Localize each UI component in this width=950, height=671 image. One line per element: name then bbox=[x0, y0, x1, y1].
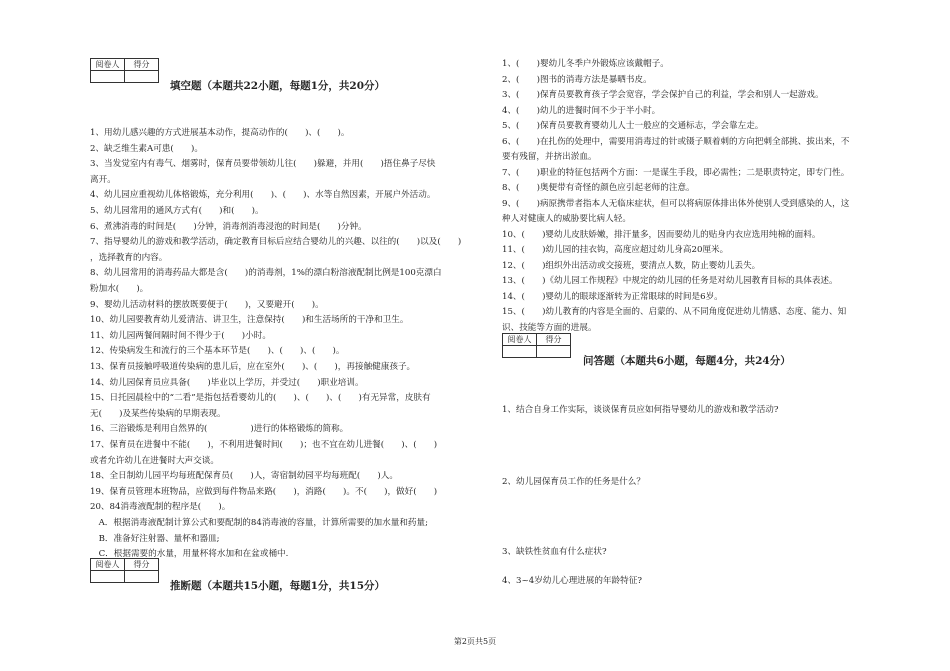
question-line: 17、保育员在进餐中不能( )，不利用进餐时间( )；也不宜在幼儿进餐( )、( ) bbox=[90, 440, 438, 450]
question-line: 7、指导婴幼儿的游戏和教学活动，确定教育目标后应结合婴幼儿的兴趣、以往的( )以及( ) bbox=[90, 237, 462, 248]
page-footer: 第2页共5页 bbox=[453, 637, 497, 646]
question-line: 15、( )幼儿教育的内容是全面的、启蒙的、从不同角度促进幼儿情感、态度、能力、知 bbox=[502, 307, 847, 317]
question-line: 要有残留，并挤出淤血。 bbox=[502, 152, 597, 162]
question-line: 16、三浴锻炼是利用自然界的( )进行的体格锻炼的简称。 bbox=[90, 424, 349, 435]
question-line: 12、( )组织外出活动或交接班，要清点人数，防止婴幼儿丢失。 bbox=[502, 260, 761, 271]
question-line: 13、( )《幼儿园工作规程》中规定的幼儿园的任务是对幼儿园教育目标的具体表述。 bbox=[502, 276, 838, 286]
question-line: 7、( )职业的特征包括两个方面：一是谋生手段，即必需性；二是职责特定，即专门性。 bbox=[502, 167, 850, 178]
question-line: 4、( )幼儿的进餐时间不少于半小时。 bbox=[502, 105, 661, 116]
question-line: 5、( )保育员要教育婴幼儿人士一般应的交通标志，学会靠左走。 bbox=[502, 121, 764, 131]
question-line: 5、幼儿园常用的通风方式有( )和( )。 bbox=[90, 206, 264, 216]
question-line: 20、84消毒液配制的程序是( )。 bbox=[90, 502, 231, 513]
question-line: 3、缺铁性贫血有什么症状? bbox=[502, 547, 607, 557]
score-box-qa bbox=[502, 333, 571, 358]
question-line: 3、( )保育员要教育孩子学会宽容，学会保护自己的利益，学会和别人一起游戏。 bbox=[502, 90, 824, 100]
question-line: 19、保育员管理本班物品，应做到每件物品来路( )，消路( )。不( )，做好( ) bbox=[90, 486, 438, 497]
score-box-reviewer-label: 阅卷人 bbox=[91, 59, 125, 71]
question-line: 种人对健康人的威胁要比病人轻。 bbox=[502, 214, 631, 224]
question-line: A．根据消毒液配制计算公式和要配制的84消毒液的容量，计算所需要的加水量和药量; bbox=[90, 518, 429, 528]
score-box-reviewer-cell[interactable] bbox=[91, 71, 125, 83]
question-line: 11、幼儿园两餐间隔时间不得少于( )小时。 bbox=[90, 330, 271, 341]
question-line: 4、3~4岁幼儿心理进展的年龄特征? bbox=[502, 576, 642, 586]
score-box-reviewer-label: 阅卷人 bbox=[503, 334, 537, 346]
question-line: 13、保育员接触呼吸道传染病的患儿后，应在室外( )、( )，再接触健康孩子。 bbox=[90, 362, 416, 372]
score-box-score-cell[interactable] bbox=[125, 571, 159, 583]
question-line: 10、幼儿园要教育幼儿爱清洁、讲卫生，注意保持( )和生活场所的干净和卫生。 bbox=[90, 315, 409, 326]
question-line: ，选择教育的内容。 bbox=[90, 252, 168, 263]
question-line: 离开。 bbox=[90, 174, 116, 185]
question-line: B．准备好注射器、量杯和器皿; bbox=[90, 533, 220, 544]
score-box-score-cell[interactable] bbox=[125, 71, 159, 83]
question-line: 或者允许幼儿在进餐时大声交谈。 bbox=[90, 455, 219, 466]
question-line: 11、( )幼儿园的挂衣钩，高度应超过幼儿身高20厘米。 bbox=[502, 245, 729, 255]
question-line: 8、幼儿园常用的消毒药品大都是含( )的消毒剂，1%的漂白粉溶液配制比例是100克漂白 bbox=[90, 268, 442, 279]
qa-section-title: 问答题（本题共6小题，每题4分，共24分） bbox=[583, 355, 791, 367]
question-line: 2、缺乏维生素A可患( )。 bbox=[90, 143, 203, 154]
judge-section-title: 推断题（本题共15小题，每题1分，共15分） bbox=[170, 580, 386, 592]
question-line: 2、( )图书的消毒方法是暴晒书皮。 bbox=[502, 74, 652, 85]
score-box-reviewer-cell[interactable] bbox=[91, 571, 125, 583]
question-line: 无( )及某些传染病的早期表现。 bbox=[90, 408, 226, 419]
score-box-fill bbox=[90, 58, 159, 83]
question-line: C．根据需要的水量，用量杯将水加和在盆或桶中. bbox=[90, 549, 289, 560]
score-box-reviewer-cell[interactable] bbox=[503, 346, 537, 358]
question-line: 3、当发觉室内有毒气、烟雾时，保育员要带领幼儿往( )躲避，并用( )捂住鼻子尽快 bbox=[90, 159, 436, 170]
question-line: 10、( )婴幼儿皮肤娇嫩，排汗量多，因而要幼儿的贴身内衣应选用纯棉的面料。 bbox=[502, 229, 821, 240]
score-box-score-label: 得分 bbox=[125, 59, 159, 71]
score-box-reviewer-label: 阅卷人 bbox=[91, 559, 125, 571]
question-line: 15、日托园晨检中的“二看”是指包括看婴幼儿的( )、( )、( )有无异常，皮肤有 bbox=[90, 393, 431, 404]
question-line: 2、幼儿园保育员工作的任务是什么？ bbox=[502, 477, 645, 487]
question-line: 14、( )婴幼儿的眼球逐渐转为正常眼球的时间是6岁。 bbox=[502, 291, 723, 302]
question-line: 1、用幼儿感兴趣的方式进展基本动作，提高动作的( )、( )。 bbox=[90, 128, 350, 138]
score-box-judge bbox=[90, 558, 159, 583]
question-line: 9、( )病原携带者指本人无临床症状，但可以将病原体排出体外使别人受到感染的人，这 bbox=[502, 198, 850, 209]
question-line: 识、技能等方面的进展。 bbox=[502, 322, 597, 333]
fill-section-title: 填空题（本题共22小题，每题1分，共20分） bbox=[170, 80, 386, 92]
question-line: 6、煮沸消毒的时间是( )分钟，消毒剂消毒浸泡的时间是( )分钟。 bbox=[90, 221, 367, 232]
question-line: 6、( )在扎伤的处理中，需要用消毒过的针或镊子顺着刺的方向把刺全部挑、拔出来，不 bbox=[502, 136, 850, 147]
question-line: 1、( )婴幼儿冬季户外锻炼应该戴帽子。 bbox=[502, 59, 669, 69]
question-line: 8、( )奥便带有奇怪的颜色应引起老师的注意。 bbox=[502, 183, 695, 193]
question-line: 9、婴幼儿活动材料的摆放既要便于( )，又要避开( )。 bbox=[90, 299, 324, 310]
question-line: 12、传染病发生和流行的三个基本环节是( )、( )、( )。 bbox=[90, 346, 345, 357]
question-line: 1、结合自身工作实际，谈谈保育员应如何指导婴幼儿的游戏和教学活动? bbox=[502, 405, 779, 415]
question-line: 14、幼儿园保育员应具备( )毕业以上学历，并受过( )职业培训。 bbox=[90, 377, 364, 388]
score-box-score-cell[interactable] bbox=[537, 346, 571, 358]
question-line: 18、全日制幼儿园平均每班配保育员( )人，寄宿制幼园平均每班配( )人。 bbox=[90, 471, 398, 482]
score-box-score-label: 得分 bbox=[537, 334, 571, 346]
question-line: 粉加水( )。 bbox=[90, 284, 149, 294]
question-line: 4、幼儿园应重视幼儿体格锻炼，充分利用( )、( )、水等自然因素，开展户外活动。 bbox=[90, 190, 436, 201]
score-box-score-label: 得分 bbox=[125, 559, 159, 571]
